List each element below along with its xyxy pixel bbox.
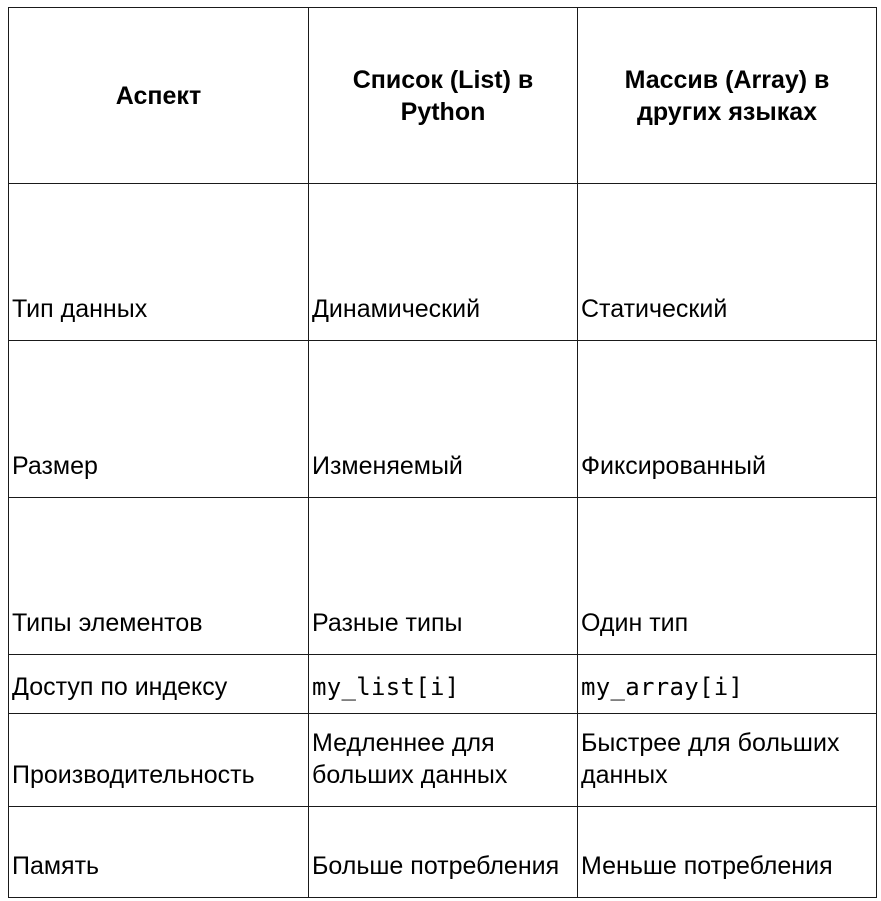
cell-text: Меньше потребления <box>581 852 833 880</box>
cell-aspect <box>9 184 309 341</box>
cell-array <box>578 807 877 898</box>
cell-text: Доступ по индексу <box>12 673 228 701</box>
cell-aspect <box>9 341 309 498</box>
cell-text: Фиксированный <box>581 452 766 480</box>
comparison-table-container <box>8 7 876 897</box>
table-row <box>9 341 877 498</box>
header-array-other-languages: Массив (Array) в других языках <box>578 8 877 184</box>
code-text: my_list[i] <box>312 673 460 701</box>
cell-aspect <box>9 498 309 655</box>
cell-array <box>578 498 877 655</box>
cell-text: Статический <box>581 295 728 323</box>
cell-array <box>578 714 877 807</box>
cell-array <box>578 184 877 341</box>
cell-text: Изменяемый <box>312 452 463 480</box>
cell-text: Размер <box>12 452 98 480</box>
cell-text: Быстрее для больших данных <box>581 729 840 789</box>
comparison-table <box>8 7 877 898</box>
cell-list <box>309 341 578 498</box>
table-row <box>9 184 877 341</box>
cell-array <box>578 341 877 498</box>
cell-aspect <box>9 655 309 714</box>
cell-text: Больше потребления <box>312 852 560 880</box>
cell-text: Разные типы <box>312 609 463 637</box>
cell-list <box>309 655 578 714</box>
cell-list <box>309 807 578 898</box>
table-header-row <box>9 8 877 184</box>
cell-text: Тип данных <box>12 295 148 323</box>
header-python-list: Список (List) в Python <box>309 8 578 184</box>
table-row <box>9 655 877 714</box>
cell-aspect <box>9 714 309 807</box>
cell-text: Память <box>12 852 100 880</box>
table-row <box>9 498 877 655</box>
cell-text: Один тип <box>581 609 689 637</box>
cell-list <box>309 184 578 341</box>
cell-array <box>578 655 877 714</box>
cell-text: Производительность <box>12 761 255 789</box>
cell-list <box>309 714 578 807</box>
cell-text: Динамический <box>312 295 481 323</box>
header-aspect: Аспект <box>9 8 309 184</box>
cell-text: Типы элементов <box>12 609 203 637</box>
table-row <box>9 714 877 807</box>
cell-list <box>309 498 578 655</box>
code-text: my_array[i] <box>581 673 744 701</box>
table-row <box>9 807 877 898</box>
cell-aspect <box>9 807 309 898</box>
cell-text: Медленнее для больших данных <box>312 729 508 789</box>
